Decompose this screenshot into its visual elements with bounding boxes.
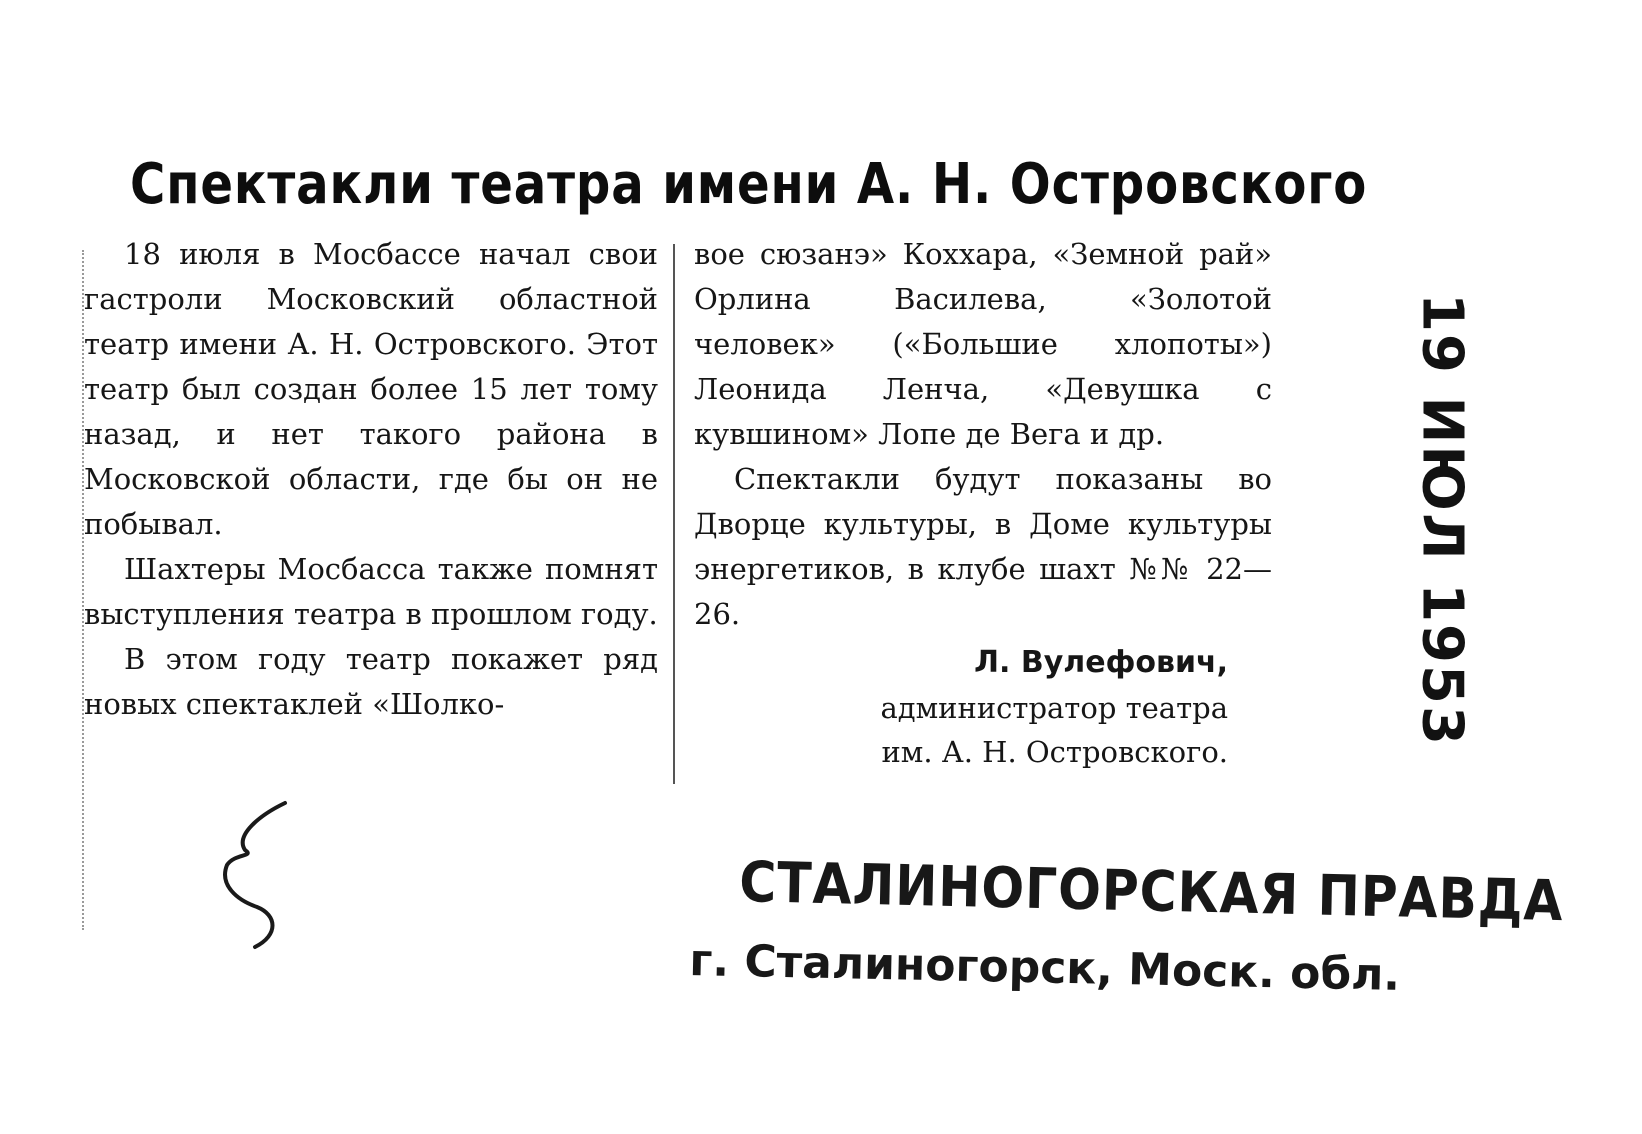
date-stamp-text: 19 ИЮЛ 1953	[1409, 293, 1475, 747]
article-column-left	[84, 232, 658, 727]
article-paragraph: 18 июля в Мосбассе начал свои гастроли Московский областной театр имени А. Н. Островского. Этот театр был создан более 15 лет тому назад, и нет такого района в Московской области, где бы он не побывал.	[84, 237, 658, 541]
author-role: администратор театра	[880, 691, 1228, 725]
handwritten-mark-icon	[215, 795, 315, 955]
author-theatre: им. А. Н. Островского.	[881, 735, 1228, 769]
article-paragraph: Шахтеры Мосбасса также помнят выступления театра в прошлом году.	[84, 552, 658, 631]
article-signature	[800, 640, 1228, 774]
article-headline: Спектакли театра имени А. Н. Островского	[130, 152, 1368, 217]
article-paragraph: вое сюзанэ» Коххара, «Земной рай» Орлина Василева, «Золотой человек» («Большие хлопоты») Леонида Ленча, «Девушка с кувшином» Лопе де Вега и др.	[694, 237, 1272, 451]
newspaper-city: г. Сталиногорск, Моск. обл.	[688, 934, 1401, 1001]
author-name: Л. Вулефович,	[974, 645, 1228, 680]
article-paragraph: Спектакли будут показаны во Дворце культуры, в Доме культуры энергетиков, в клубе шахт №№ 22—26.	[694, 462, 1272, 631]
article-paragraph: В этом году театр покажет ряд новых спектаклей «Шолко-	[84, 642, 658, 721]
column-divider	[673, 244, 675, 784]
newspaper-name: СТАЛИНОГОРСКАЯ ПРАВДА	[738, 850, 1565, 935]
article-column-right	[694, 232, 1272, 637]
newspaper-stamp	[680, 850, 1565, 1020]
